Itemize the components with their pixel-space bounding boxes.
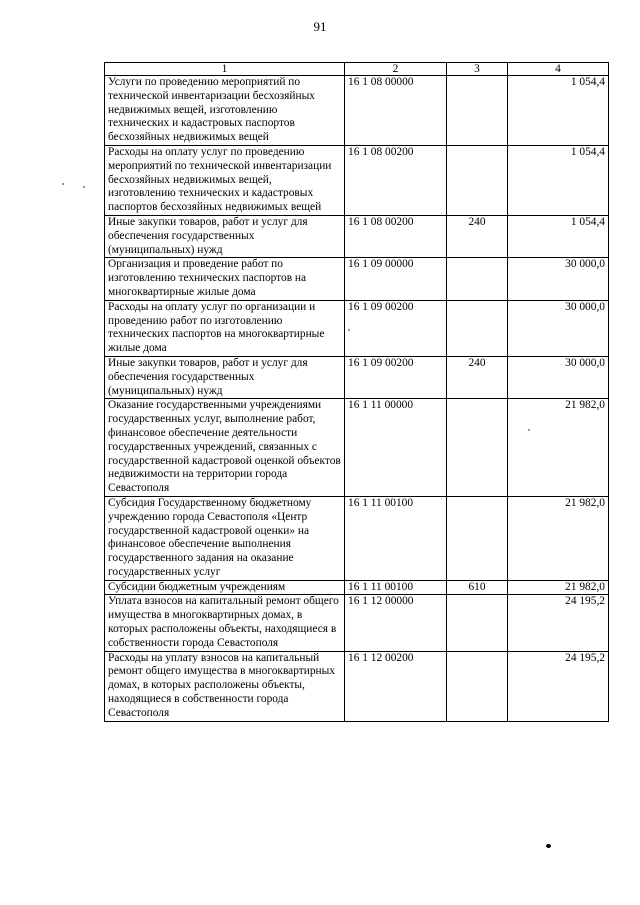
table-row xyxy=(105,399,609,497)
row-code: 16 1 09 00000 xyxy=(345,258,447,300)
row-amount: 30 000,0 xyxy=(508,258,609,300)
row-type xyxy=(447,145,508,215)
row-amount: 21 982,0 xyxy=(508,399,609,497)
row-amount: 21 982,0 xyxy=(508,580,609,595)
scan-speck xyxy=(528,429,530,431)
header-col-3: 3 xyxy=(447,63,508,76)
row-type xyxy=(447,399,508,497)
row-amount: 1 054,4 xyxy=(508,76,609,146)
row-type xyxy=(447,595,508,651)
row-code: 16 1 09 00200 xyxy=(345,356,447,398)
row-name: Иные закупки товаров, работ и услуг для обеспечения государственных (муниципальных) нужд xyxy=(105,215,345,257)
row-amount: 24 195,2 xyxy=(508,595,609,651)
table-row xyxy=(105,300,609,356)
row-name: Услуги по проведению мероприятий по технической инвентаризации бесхозяйных недвижимых вещей, изготовлению технических и кадастровых паспортов бесхозяйных недвижимых вещей xyxy=(105,76,345,146)
row-amount: 21 982,0 xyxy=(508,496,609,580)
row-type: 240 xyxy=(447,215,508,257)
table-row xyxy=(105,258,609,300)
row-name: Субсидии бюджетным учреждениям xyxy=(105,580,345,595)
row-amount: 30 000,0 xyxy=(508,356,609,398)
ink-blot xyxy=(546,844,551,848)
row-name: Расходы на уплату взносов на капитальный ремонт общего имущества в многоквартирных домах, в которых расположены объекты, находящиеся в собственности города Севастополя xyxy=(105,651,345,721)
row-amount: 1 054,4 xyxy=(508,145,609,215)
row-code: 16 1 08 00000 xyxy=(345,76,447,146)
header-col-2: 2 xyxy=(345,63,447,76)
table-row xyxy=(105,580,609,595)
header-row xyxy=(105,63,609,76)
row-name: Организация и проведение работ по изготовлению технических паспортов на многоквартирные жилые дома xyxy=(105,258,345,300)
table-row xyxy=(105,215,609,257)
row-name: Расходы на оплату услуг по организации и проведению работ по изготовлению технических паспортов на многоквартирные жилые дома xyxy=(105,300,345,356)
row-code: 16 1 09 00200 xyxy=(345,300,447,356)
row-type xyxy=(447,496,508,580)
scan-speck xyxy=(83,186,85,188)
budget-table xyxy=(104,62,609,722)
row-type xyxy=(447,300,508,356)
table-row xyxy=(105,356,609,398)
row-type xyxy=(447,651,508,721)
row-name: Расходы на оплату услуг по проведению мероприятий по технической инвентаризации бесхозяйных недвижимых вещей, изготовлению технических и кадастровых паспортов бесхозяйных недвижимых вещей xyxy=(105,145,345,215)
row-code: 16 1 08 00200 xyxy=(345,215,447,257)
table-row xyxy=(105,595,609,651)
row-type xyxy=(447,258,508,300)
row-type: 610 xyxy=(447,580,508,595)
page-number: 91 xyxy=(313,19,327,34)
row-code: 16 1 08 00200 xyxy=(345,145,447,215)
row-code: 16 1 11 00100 xyxy=(345,580,447,595)
header-col-1: 1 xyxy=(105,63,345,76)
row-code: 16 1 12 00000 xyxy=(345,595,447,651)
row-type xyxy=(447,76,508,146)
row-code: 16 1 11 00100 xyxy=(345,496,447,580)
table-row xyxy=(105,496,609,580)
table-header xyxy=(105,63,609,76)
header-col-4: 4 xyxy=(508,63,609,76)
table-body xyxy=(105,76,609,722)
table-row xyxy=(105,145,609,215)
row-name: Субсидия Государственному бюджетному учреждению города Севастополя «Центр государственной кадастровой оценки» на финансовое обеспечение выполнения государственного задания на оказание государственных услуг xyxy=(105,496,345,580)
row-code: 16 1 12 00200 xyxy=(345,651,447,721)
table-row xyxy=(105,76,609,146)
scan-speck xyxy=(348,329,350,331)
table-row xyxy=(105,651,609,721)
row-amount: 30 000,0 xyxy=(508,300,609,356)
row-name: Уплата взносов на капитальный ремонт общего имущества в многоквартирных домах, в которых расположены объекты, находящиеся в собственности города Севастополя xyxy=(105,595,345,651)
row-code: 16 1 11 00000 xyxy=(345,399,447,497)
row-type: 240 xyxy=(447,356,508,398)
row-amount: 24 195,2 xyxy=(508,651,609,721)
row-name: Оказание государственными учреждениями государственных услуг, выполнение работ, финансовое обеспечение деятельности государственных учреждений, связанных с государственной кадастровой оценкой объектов недвижимости на территории города Севастополя xyxy=(105,399,345,497)
row-amount: 1 054,4 xyxy=(508,215,609,257)
row-name: Иные закупки товаров, работ и услуг для обеспечения государственных (муниципальных) нужд xyxy=(105,356,345,398)
scan-speck xyxy=(62,183,64,185)
